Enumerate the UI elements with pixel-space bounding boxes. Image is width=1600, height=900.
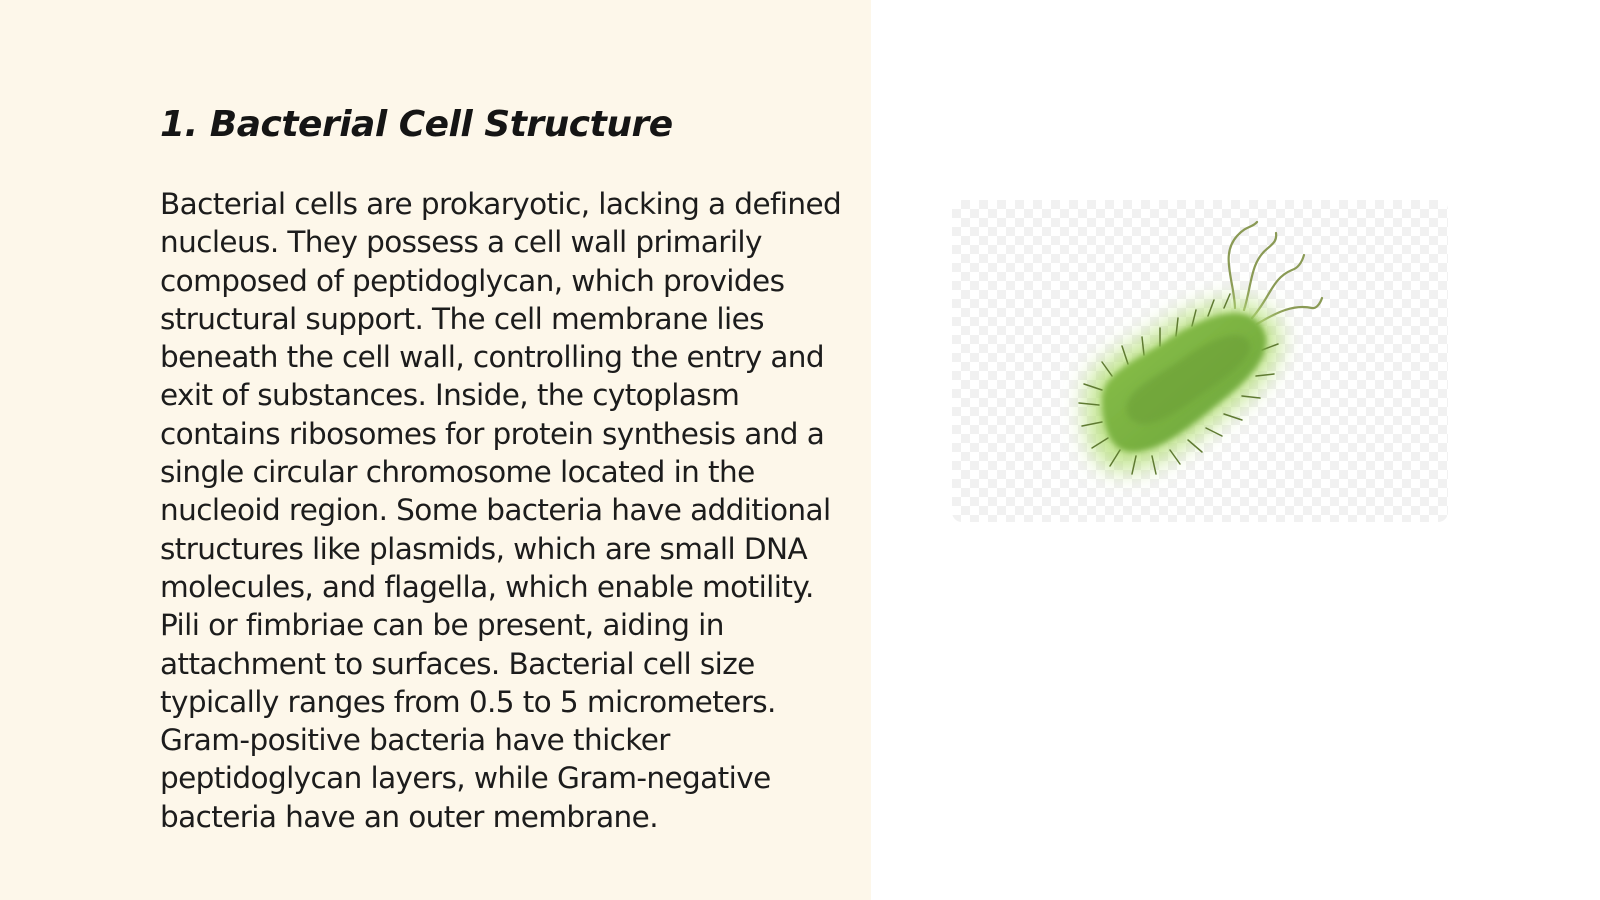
slide-title: 1. Bacterial Cell Structure [160, 104, 673, 145]
bacterium-image [952, 200, 1448, 522]
bacterium-illustration-icon [952, 200, 1448, 522]
slide-body-text: Bacterial cells are prokaryotic, lacking a defined nucleus. They possess a cell wall primarily composed of peptidoglycan, which provides structural support. The cell membrane lies beneath the cell wall, controlling the entry and exit of substances. Inside, the cytoplasm contains ribosomes for protein synthesis and a single circular chromosome located in the nucleoid region. Some bacteria have additional structures like plasmids, which are small DNA molecules, and flagella, which enable motility. Pili or fimbriae can be present, aiding in attachment to surfaces. Bacterial cell size typically ranges from 0.5 to 5 micrometers. Gram-positive bacteria have thicker peptidoglycan layers, while Gram-negative bacteria have an outer membrane. [160, 187, 842, 834]
